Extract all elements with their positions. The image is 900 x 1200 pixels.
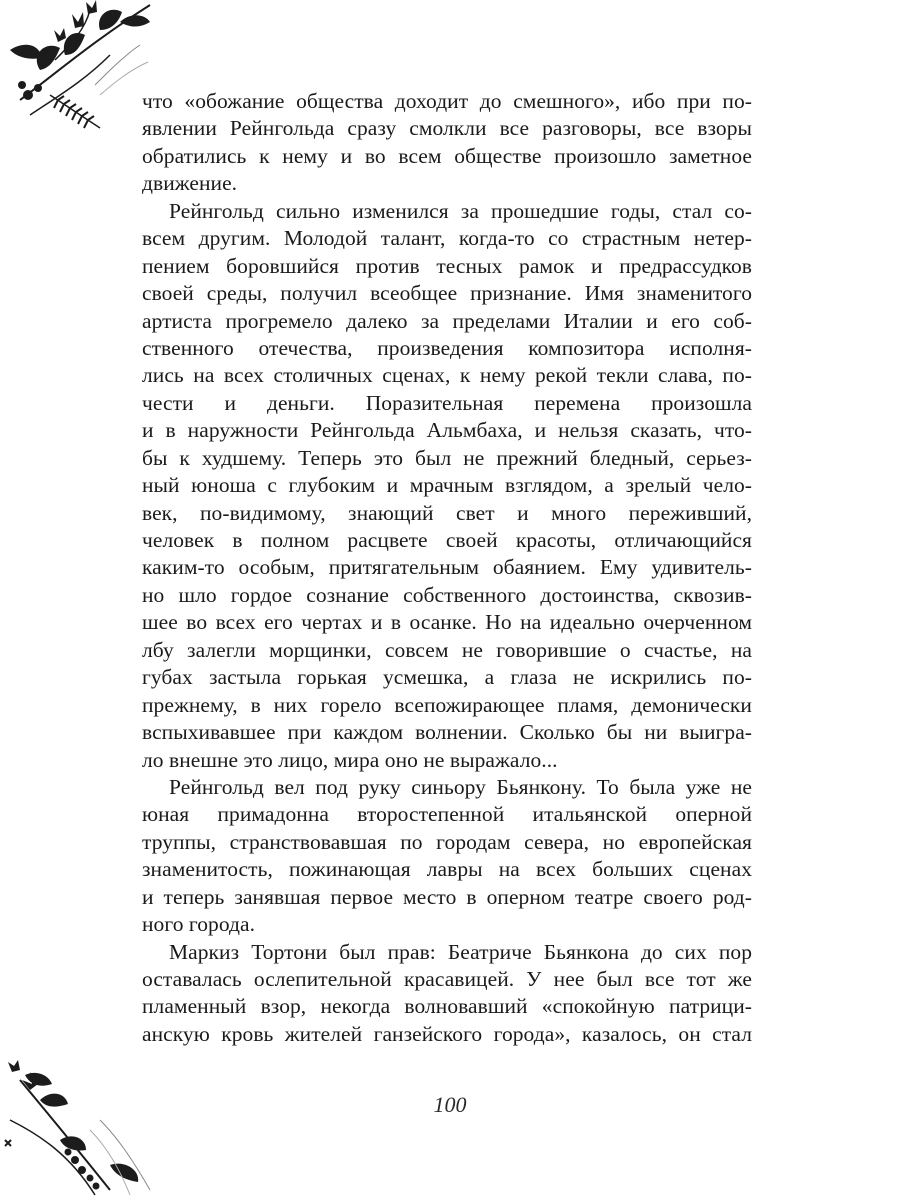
text-line: ного города. (142, 912, 256, 937)
text-line: Маркиз Тортони был прав: Беатриче Бьянкона до сих пор (169, 939, 752, 964)
text-line: пением боровшийся против тесных рамок и предрассудков (142, 253, 752, 278)
text-line: своей среды, получил всеобщее признание. Имя знаменитого (142, 281, 752, 306)
text-line: чести и деньги. Поразительная перемена произошла (142, 390, 752, 415)
text-line: движение. (142, 171, 238, 196)
text-line: лись на всех столичных сценах, к нему рекой текли слава, по- (142, 363, 752, 388)
floral-ornament-bottom-icon (0, 1060, 175, 1200)
text-line: и теперь занявшая первое место в оперном театре своего род- (142, 884, 752, 909)
text-line: знаменитость, пожинающая лавры на всех больших сценах (142, 857, 752, 882)
text-line: прежнему, в них горело всепожирающее пламя, демонически (142, 692, 752, 717)
text-line: человек в полном расцвете своей красоты, отличающийся (142, 528, 752, 552)
text-line: ный юноша с глубоким и мрачным взглядом, а зрелый чело- (142, 473, 752, 498)
text-line: лбу залегли морщинки, совсем не говорившие о счастье, на (142, 637, 752, 662)
text-line: что «обожание общества доходит до смешного», ибо при по- (142, 89, 752, 113)
text-line: явлении Рейнгольда сразу смолкли все разговоры, все взоры (142, 116, 752, 141)
text-line: обратились к нему и во всем обществе произошло заметное (142, 143, 752, 168)
text-line: век, по-видимому, знающий свет и много переживший, (142, 500, 752, 525)
text-line: губах застыла горькая усмешка, а глаза не искрились по- (142, 665, 752, 690)
text-line: юная примадонна второстепенной итальянской оперной (142, 802, 752, 827)
text-line: каким-то особым, притягательным обаянием. Ему удивитель- (142, 555, 752, 580)
text-line: вспыхивавшее при каждом волнении. Сколько бы ни выигра- (142, 720, 752, 745)
text-line: бы к худшему. Теперь это был не прежний бледный, серьез- (142, 445, 752, 470)
text-line: ло внешне это лицо, мира оно не выражало... (142, 747, 558, 772)
text-line: пламенный взор, некогда волновавший «спокойную патрици- (142, 994, 752, 1019)
text-line: Рейнгольд сильно изменился за прошедшие годы, стал со- (169, 198, 752, 223)
body-text (142, 88, 752, 1048)
text-line: артиста прогремело далеко за пределами Италии и его соб- (142, 308, 752, 333)
text-line: оставалась ослепительной красавицей. У нее был все тот же (142, 967, 752, 991)
text-line: анскую кровь жителей ганзейского города», казалось, он стал (142, 1021, 752, 1046)
text-line: Рейнгольд вел под руку синьору Бьянкону. То была уже не (169, 774, 752, 799)
text-line: труппы, странствовавшая по городам севера, но европейская (142, 829, 752, 854)
text-line: всем другим. Молодой талант, когда-то со страстным нетер- (142, 226, 752, 251)
text-line: и в наружности Рейнгольда Альмбаха, и нельзя сказать, что- (142, 418, 752, 443)
text-line: ственного отечества, произведения композитора исполня- (142, 335, 752, 360)
text-line: шее во всех его чертах и в осанке. Но на идеально очерченном (142, 610, 752, 635)
page-number: 100 (433, 1092, 467, 1117)
text-line: но шло гордое сознание собственного достоинства, сквозив- (142, 582, 752, 607)
